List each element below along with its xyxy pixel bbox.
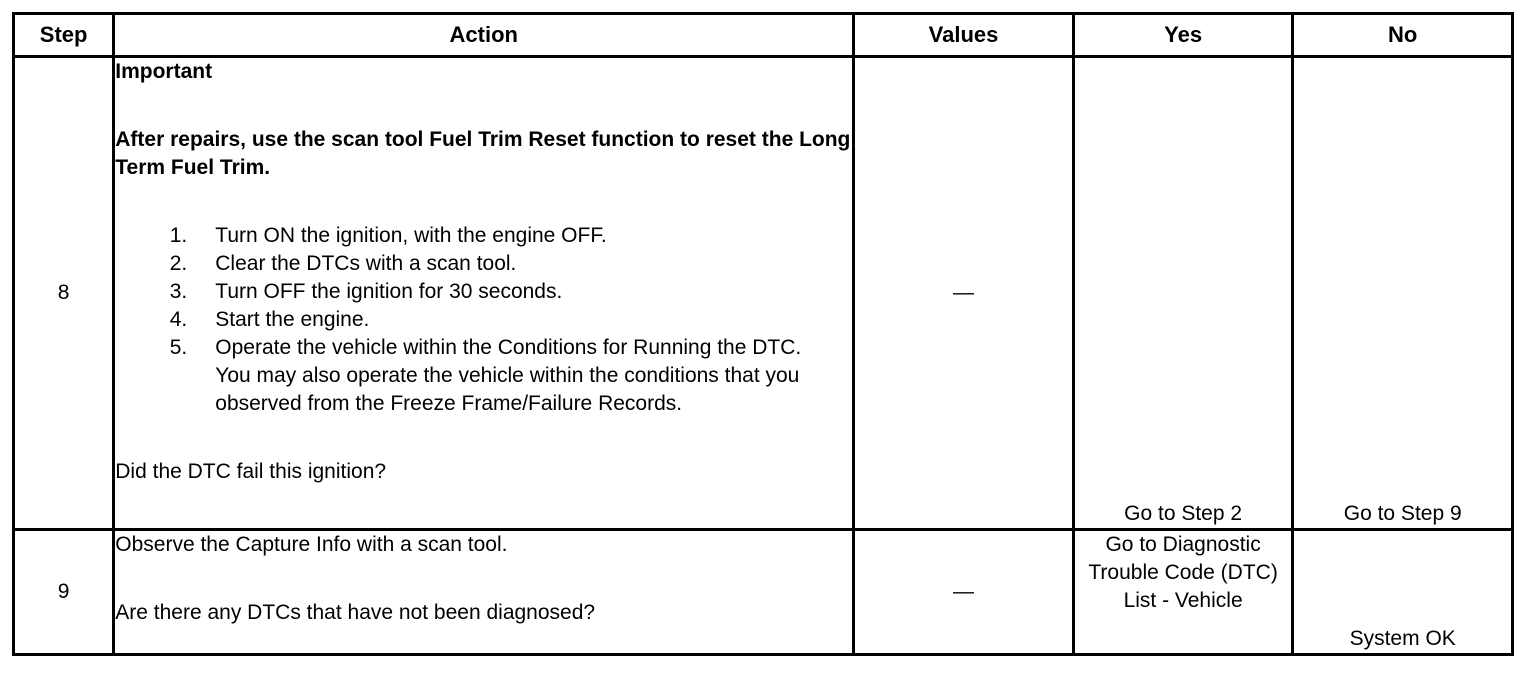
procedure-list [115, 222, 852, 418]
yes-result: Go to Step 2 [1073, 57, 1293, 530]
no-result: System OK [1293, 530, 1513, 655]
header-action: Action [114, 14, 854, 57]
action-cell [114, 57, 854, 530]
diagnostic-table [12, 12, 1514, 656]
list-item-number: 4. [169, 308, 188, 331]
list-item [115, 278, 852, 306]
list-item-text: Turn OFF the ignition for 30 seconds. [215, 280, 563, 303]
instruction-text: Observe the Capture Info with a scan tool. [115, 533, 508, 556]
values-cell: — [854, 530, 1074, 655]
table-row-step-9 [14, 530, 1513, 655]
header-yes: Yes [1073, 14, 1293, 57]
list-item-text: Turn ON the ignition, with the engine OFF. [215, 224, 607, 247]
table-row-step-8 [14, 57, 1513, 530]
list-item [115, 306, 852, 334]
values-cell: — [854, 57, 1074, 530]
list-item-text: Start the engine. [215, 308, 370, 331]
question-text: Did the DTC fail this ignition? [115, 460, 387, 483]
important-label: Important [115, 60, 213, 83]
important-note: After repairs, use the scan tool Fuel Trim Reset function to reset the Long Term Fuel Trim. [115, 128, 851, 179]
list-item-number: 1. [169, 224, 188, 247]
list-item-number: 3. [169, 280, 188, 303]
header-step: Step [14, 14, 114, 57]
header-row [14, 14, 1513, 57]
list-item [115, 334, 852, 418]
step-number: 8 [14, 57, 114, 530]
action-cell [114, 530, 854, 655]
list-item-text: Clear the DTCs with a scan tool. [215, 252, 517, 275]
yes-result: Go to Diagnostic Trouble Code (DTC) List - Vehicle [1073, 530, 1293, 655]
list-item-number: 2. [169, 252, 188, 275]
list-item-number: 5. [169, 336, 188, 359]
step-number: 9 [14, 530, 114, 655]
list-item [115, 250, 852, 278]
no-result: Go to Step 9 [1293, 57, 1513, 530]
header-values: Values [854, 14, 1074, 57]
list-item-text: Operate the vehicle within the Conditions for Running the DTC. You may also operate the vehicle within the conditions that you observed from the Freeze Frame/Failure Records. [215, 336, 802, 415]
list-item [115, 222, 852, 250]
header-no: No [1293, 14, 1513, 57]
question-text: Are there any DTCs that have not been diagnosed? [115, 601, 596, 624]
